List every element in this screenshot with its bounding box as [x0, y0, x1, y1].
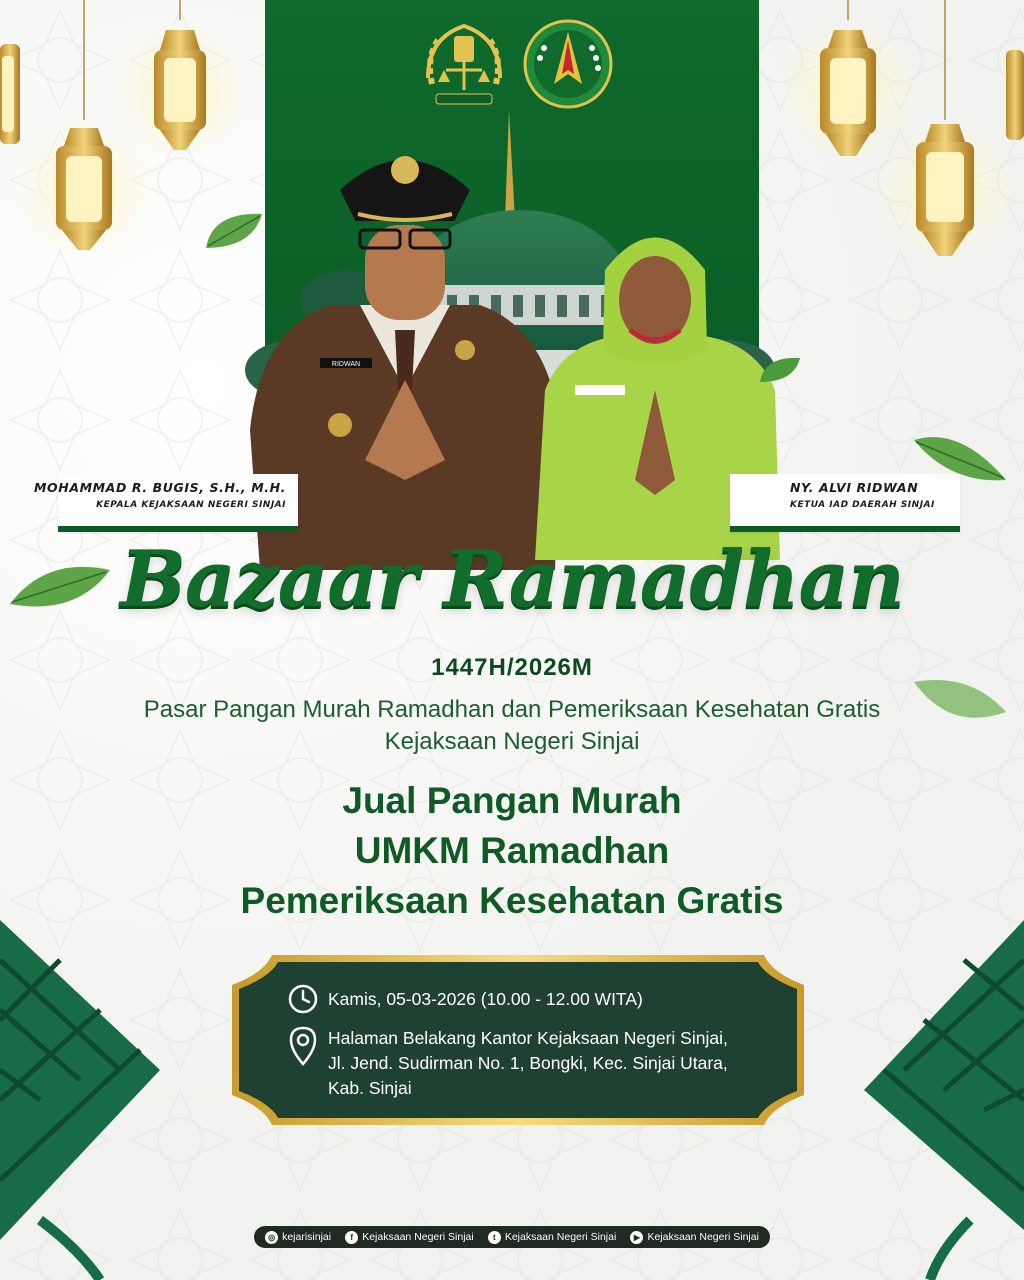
iad-emblem-icon [522, 18, 614, 110]
youtube-icon: ▶ [630, 1231, 643, 1244]
left-person-role: KEPALA KEJAKSAAN NEGERI SINJAI [96, 500, 286, 510]
location-line-2: Jl. Jend. Sudirman No. 1, Bongki, Kec. Sinjai Utara, [328, 1053, 728, 1073]
man-nametag: RIDWAN [331, 361, 361, 368]
social-instagram[interactable]: ◎ kejarisinjai [265, 1231, 331, 1244]
location-line-3: Kab. Sinjai [328, 1078, 412, 1098]
twitter-icon: t [488, 1231, 501, 1244]
ketupat-right-icon [840, 900, 1024, 1280]
event-subtitle-line1: Pasar Pangan Murah Ramadhan dan Pemeriksaan Kesehatan Gratis [143, 696, 881, 723]
event-subtitle-line2: Kejaksaan Negeri Sinjai [384, 728, 640, 755]
social-facebook[interactable]: f Kejaksaan Negeri Sinjai [345, 1231, 473, 1244]
highlight-1: Jual Pangan Murah [342, 780, 682, 821]
ketupat-left-icon [0, 900, 190, 1280]
leaf-icon [910, 430, 1010, 486]
clock-icon [287, 983, 319, 1015]
lantern-right-icon [790, 0, 1024, 270]
location-pin-icon [288, 1026, 318, 1066]
left-person-name: MOHAMMAD R. BUGIS, S.H., M.H. [34, 480, 286, 495]
leaf-icon [202, 208, 266, 254]
social-media-bar [254, 1226, 770, 1248]
kejaksaan-emblem-icon [418, 18, 510, 110]
event-year: 1447H/2026M [431, 654, 593, 681]
location-line-1: Halaman Belakang Kantor Kejaksaan Negeri Sinjai, [328, 1028, 728, 1048]
social-youtube[interactable]: ▶ Kejaksaan Negeri Sinjai [630, 1231, 758, 1244]
leaf-icon [758, 354, 802, 386]
facebook-icon: f [345, 1231, 358, 1244]
instagram-icon: ◎ [265, 1231, 278, 1244]
right-person-name: NY. ALVI RIDWAN [790, 480, 919, 495]
highlight-3: Pemeriksaan Kesehatan Gratis [240, 880, 784, 921]
event-title: Bazaar Ramadhan [120, 534, 904, 625]
social-twitter[interactable]: t Kejaksaan Negeri Sinjai [488, 1231, 616, 1244]
highlight-2: UMKM Ramadhan [354, 830, 670, 871]
right-person-role: KETUA IAD DAERAH SINJAI [790, 500, 935, 510]
left-namecard [34, 474, 298, 532]
event-datetime: Kamis, 05-03-2026 (10.00 - 12.00 WITA) [328, 989, 643, 1009]
